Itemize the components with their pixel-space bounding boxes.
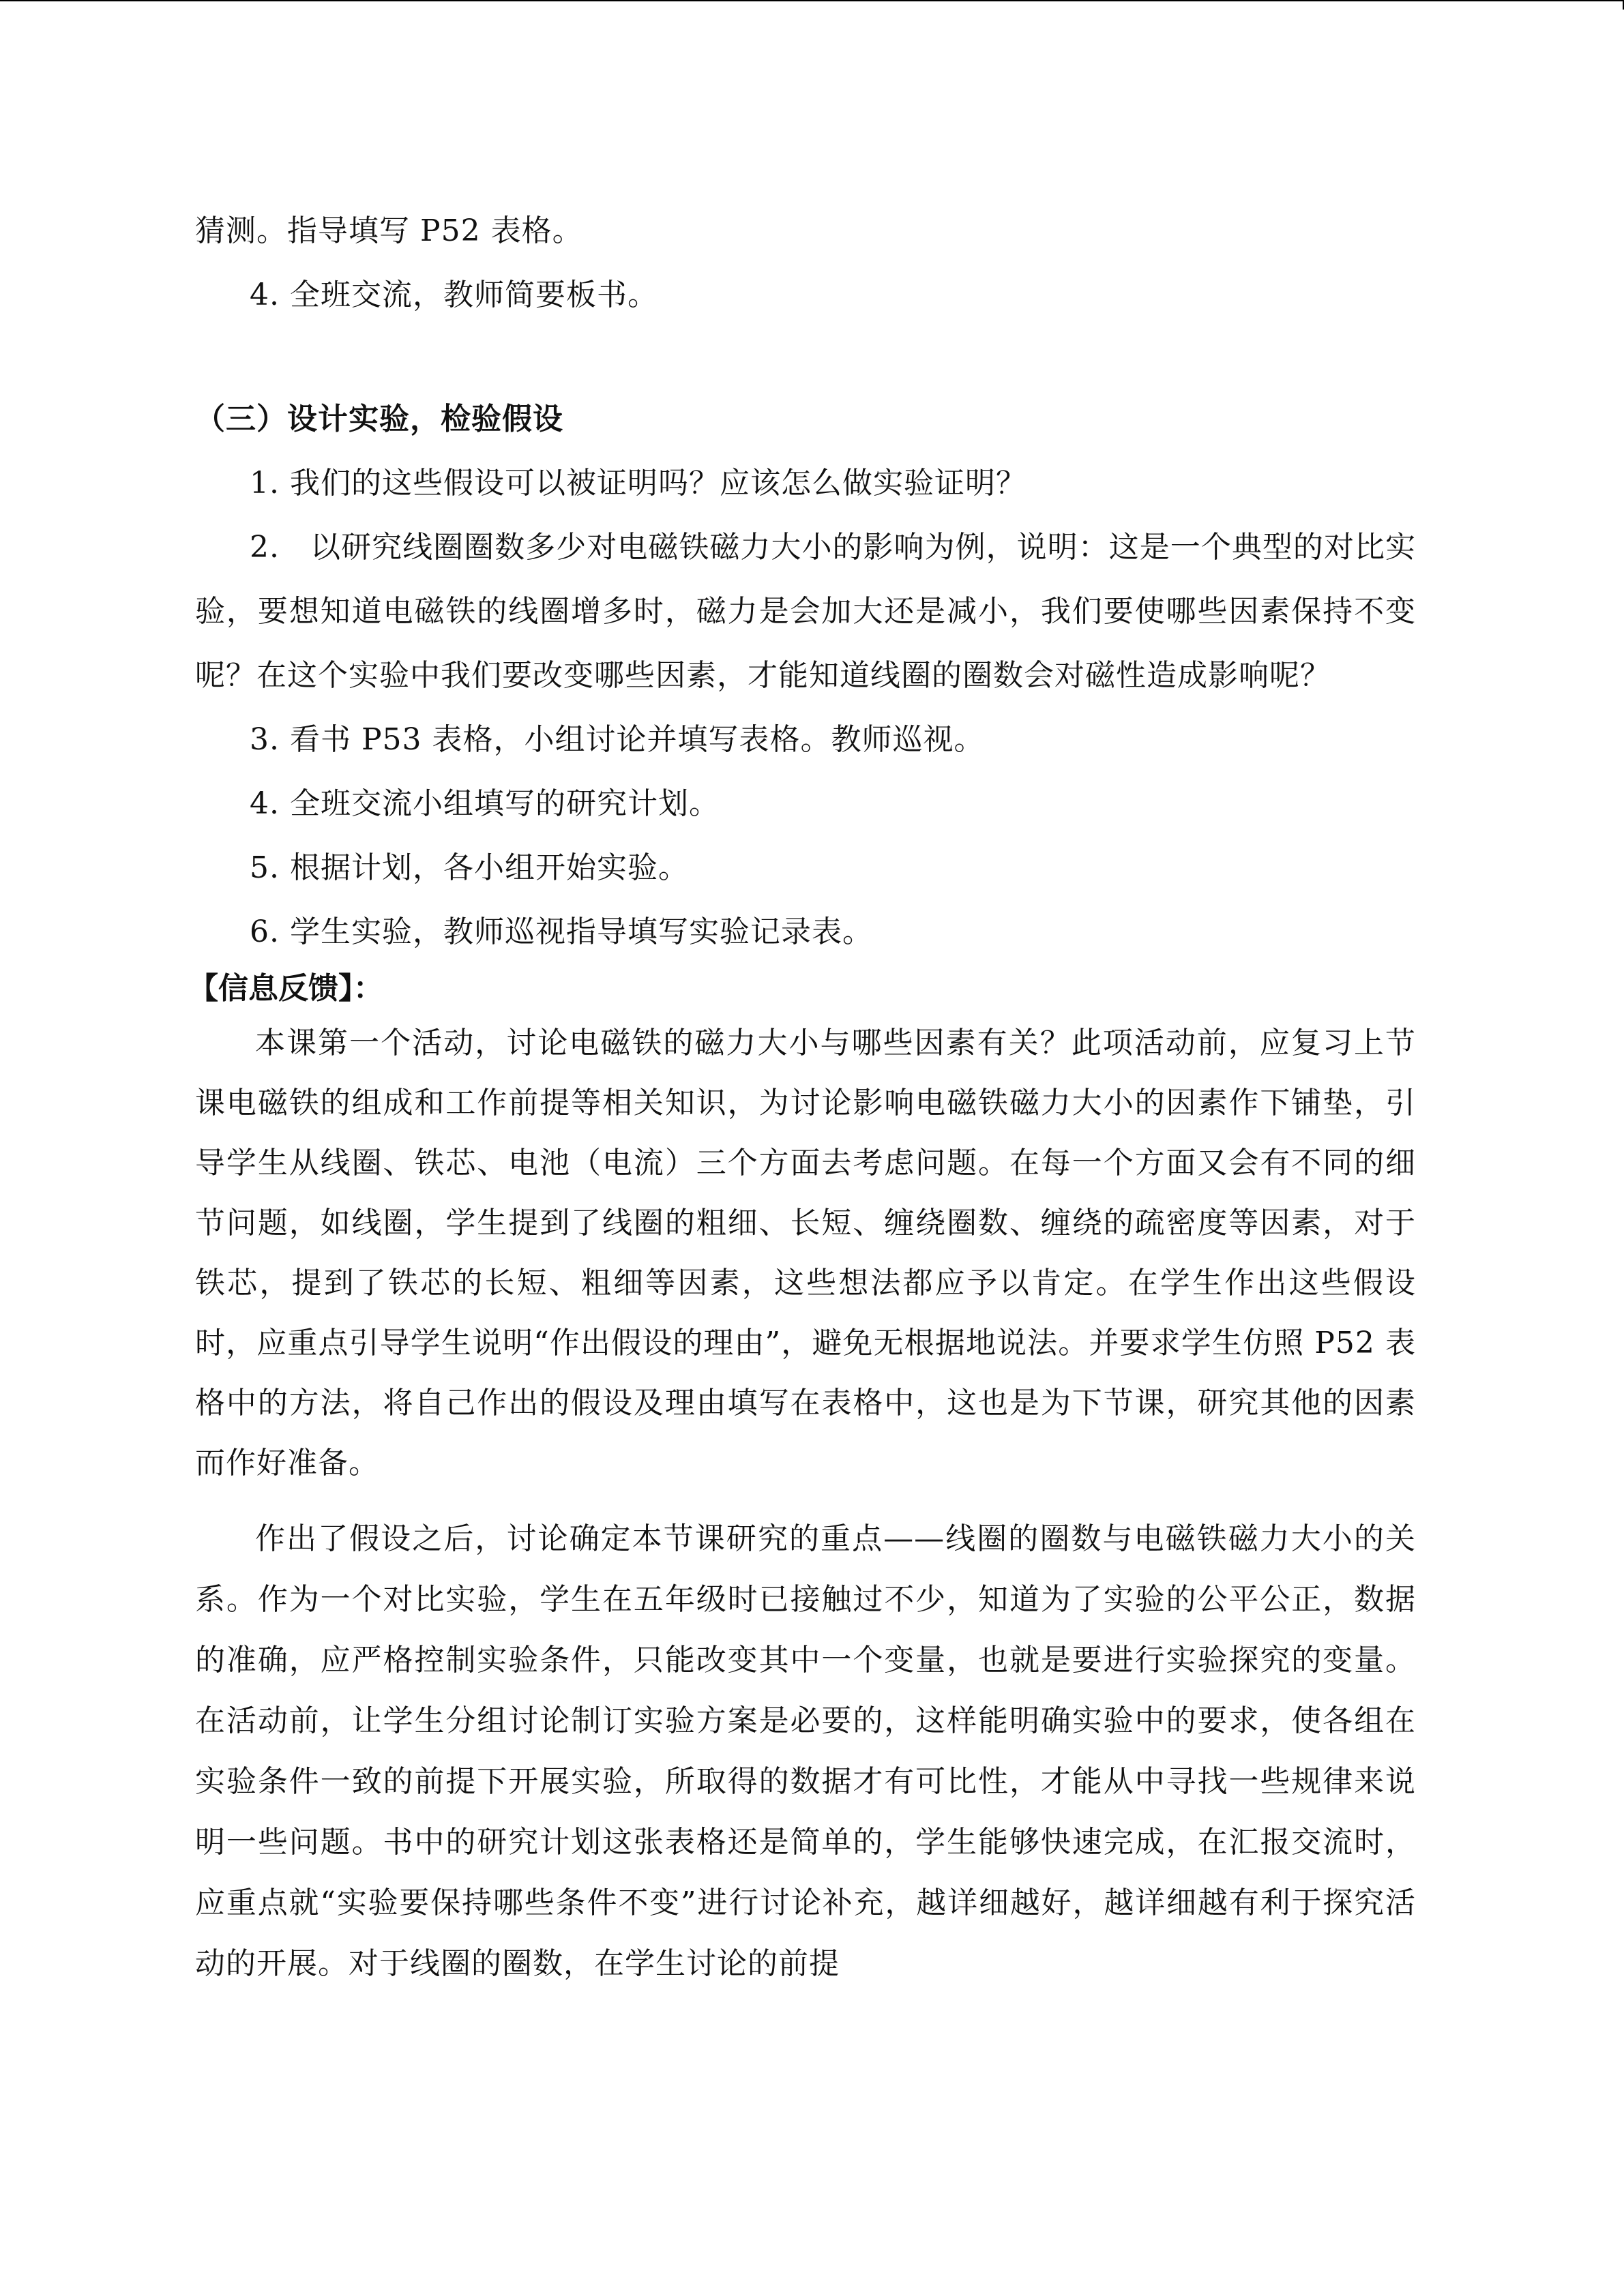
list-item-1: 1. 我们的这些假设可以被证明吗？应该怎么做实验证明？ (250, 466, 1027, 501)
section-heading-3: （三）设计实验，检验假设 (195, 402, 563, 436)
feedback-paragraph-1: 本课第一个活动，讨论电磁铁的磁力大小与哪些因素有关？此项活动前，应复习上节课电磁铁的组成和工作前提等相关知识，为讨论影响电磁铁磁力大小的因素作下铺垫，引导学生从线圈、铁芯、电池（电流）三个方面去考虑问题。在每一个方面又会有不同的细节问题，如线圈，学生提到了线圈的粗细、长短、缠绕圈数、缠绕的疏密度等因素，对于铁芯，提到了铁芯的长短、粗细等因素，这些想法都应予以肯定。在学生作出这些假设时，应重点引导学生说明“作出假设的理由”，避免无根据地说法。并要求学生仿照 P52 表格中的方法，将自己作出的假设及理由填写在表格中，这也是为下节课，研究其他的因素而作好准备。 (195, 1026, 1416, 1480)
list-item-4-exchange: 4. 全班交流，教师简要板书。 (250, 278, 658, 312)
spacer (195, 327, 1416, 387)
page-border-top (0, 0, 1624, 1)
document-page (188, 199, 1416, 1994)
list-item-2: 2. 以研究线圈圈数多少对电磁铁磁力大小的影响为例，说明：这是一个典型的对比实验，要想知道电磁铁的线圈增多时，磁力是会加大还是减小，我们要使哪些因素保持不变呢？在这个实验中我们要改变哪些因素，才能知道线圈的圈数会对磁性造成影响呢？ (195, 530, 1416, 693)
list-item-3: 3. 看书 P53 表格，小组讨论并填写表格。教师巡视。 (250, 722, 985, 757)
list-item-4: 4. 全班交流小组填写的研究计划。 (250, 786, 720, 821)
spacer (195, 1493, 1416, 1508)
list-item-6: 6. 学生实验，教师巡视指导填写实验记录表。 (250, 914, 873, 949)
feedback-paragraph-2: 作出了假设之后，讨论确定本节课研究的重点——线圈的圈数与电磁铁磁力大小的关系。作为一个对比实验，学生在五年级时已接触过不少，知道为了实验的公平公正，数据的准确，应严格控制实验条件，只能改变其中一个变量，也就是要进行实验探究的变量。在活动前，让学生分组讨论制订实验方案是必要的，这样能明确实验中的要求，使各组在实验条件一致的前提下开展实验，所取得的数据才有可比性，才能从中寻找一些规律来说明一些问题。书中的研究计划这张表格还是简单的，学生能够快速完成，在汇报交流时，应重点就“实验要保持哪些条件不变”进行讨论补充，越详细越好，越详细越有利于探究活动的开展。对于线圈的圈数，在学生讨论的前提 (195, 1521, 1416, 1981)
feedback-heading: 【信息反馈】： (188, 971, 383, 1006)
text-line-guess: 猜测。指导填写 P52 表格。 (195, 213, 583, 248)
list-item-5: 5. 根据计划，各小组开始实验。 (250, 850, 689, 885)
